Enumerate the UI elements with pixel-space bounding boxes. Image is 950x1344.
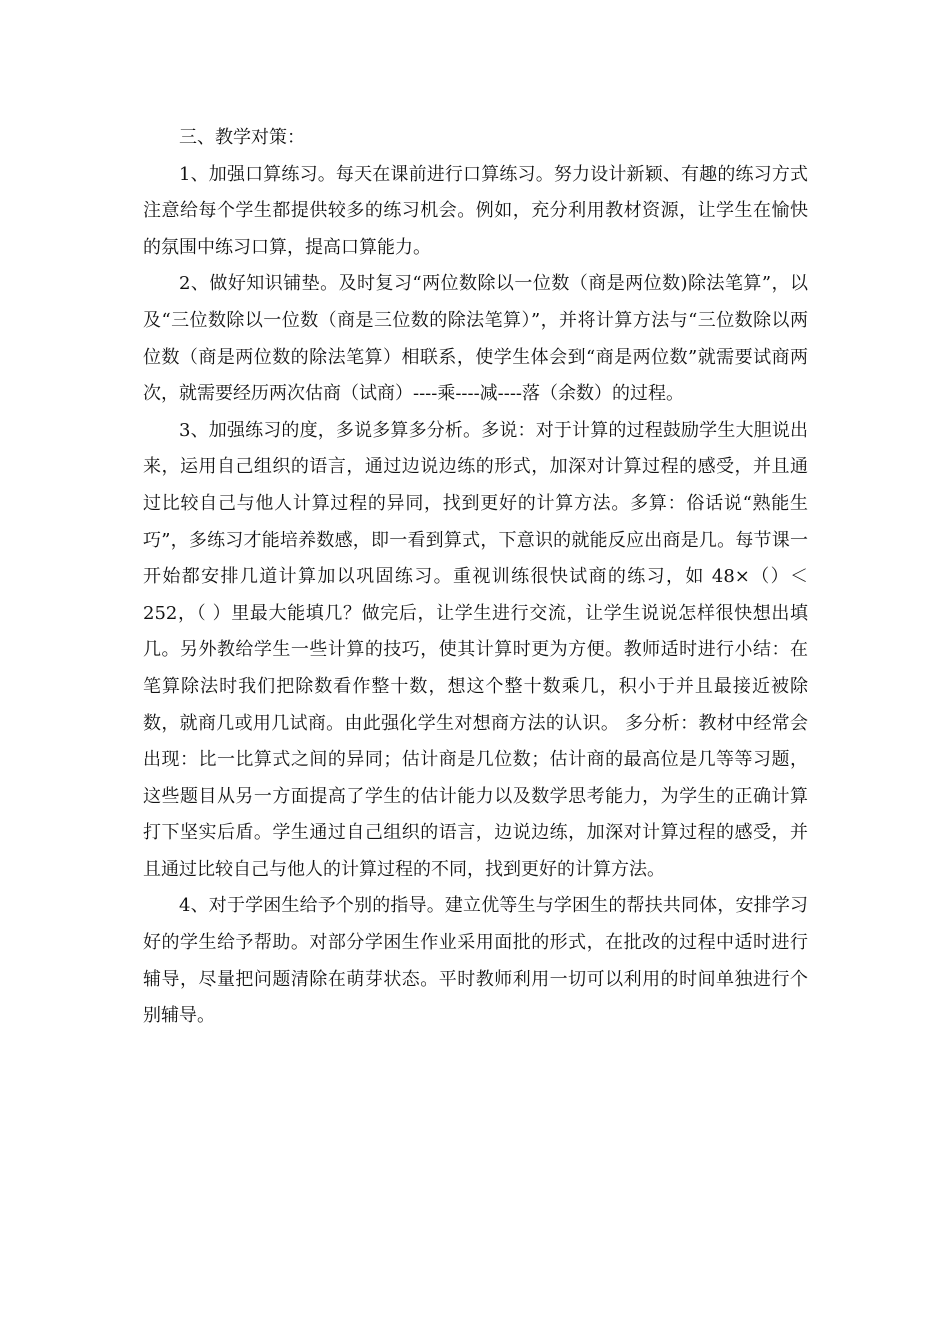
paragraph-4: 4、对于学困生给予个别的指导。建立优等生与学困生的帮扶共同体，安排学习好的学生给予帮助。对部分学困生作业采用面批的形式，在批改的过程中适时进行辅导，尽量把问题清除在萌芽状态。平时教师利用一切可以利用的时间单独进行个别辅导。 [143,895,808,1027]
section-heading: 三、教学对策： [179,127,305,148]
paragraph-1: 1、加强口算练习。每天在课前进行口算练习。努力设计新颖、有趣的练习方式注意给每个学生都提供较多的练习机会。例如，充分利用教材资源，让学生在愉快的氛围中练习口算，提高口算能力。 [143,163,808,258]
paragraph-2: 2、做好知识铺垫。及时复习“两位数除以一位数（商是两位数)除法笔算”，以及“三位数除以一位数（商是三位数的除法笔算）”，并将计算方法与“三位数除以两位数（商是两位数的除法笔算）相联系，使学生体会到“商是两位数”就需要试商两次，就需要经历两次估商（试商）----乘----减----落（余数）的过程。 [143,273,808,405]
paragraph-3: 3、加强练习的度，多说多算多分析。多说：对于计算的过程鼓励学生大胆说出来，运用自己组织的语言，通过边说边练的形式，加深对计算过程的感受，并且通过比较自己与他人计算过程的异同，找到更好的计算方法。多算：俗话说“熟能生巧”，多练习才能培养数感，即一看到算式，下意识的就能反应出商是几。每节课一开始都安排几道计算加以巩固练习。重视训练很快试商的练习，如 48×（）＜252，（ ）里最大能填几？做完后，让学生进行交流，让学生说说怎样很快想出填几。另外教给学生一些计算的技巧，使其计算时更为方便。教师适时进行小结：在笔算除法时我们把除数看作整十数，想这个整十数乘几，积小于并且最接近被除数，就商几或用几试商。由此强化学生对想商方法的认识。 多分析：教材中经常会出现：比一比算式之间的异同；估计商是几位数；估计商的最高位是几等等习题，这些题目从另一方面提高了学生的估计能力以及数学思考能力，为学生的正确计算打下坚实后盾。学生通过自己组织的语言，边说边练，加深对计算过程的感受，并且通过比较自己与他人的计算过程的不同，找到更好的计算方法。 [143,419,808,880]
document-body [143,120,808,1035]
